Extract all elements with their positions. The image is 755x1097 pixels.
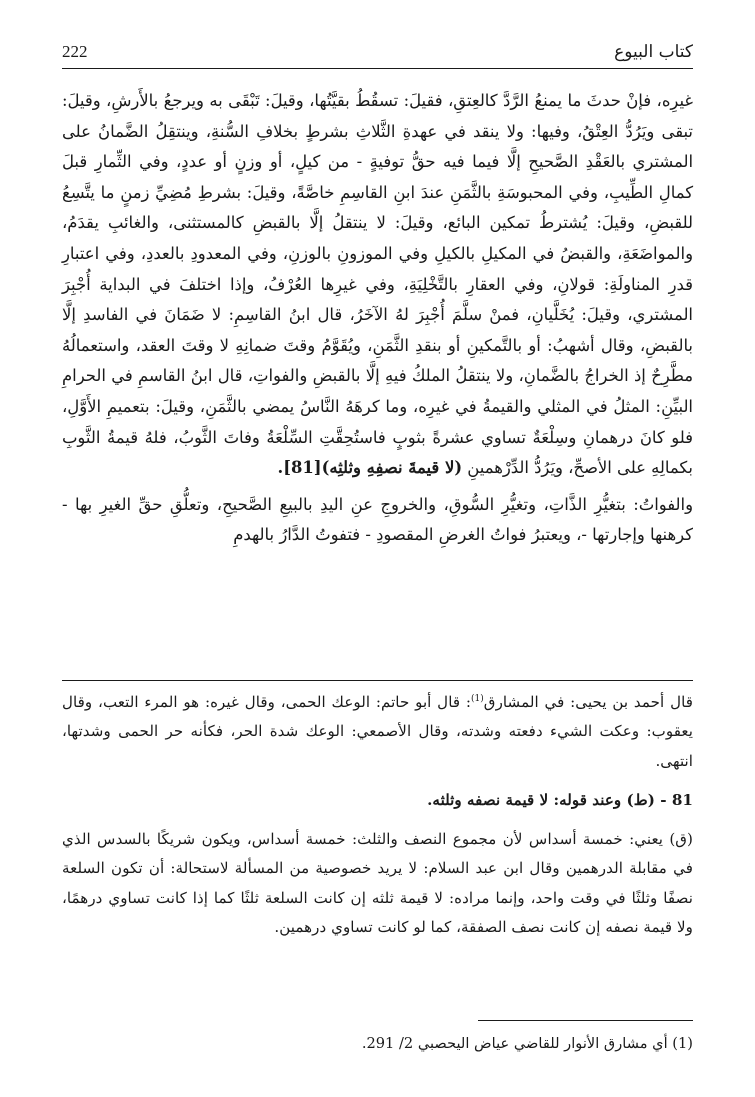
footnote-ref: (1): [471, 693, 484, 704]
main-paragraph-1-text: غيرِه، فإنْ حدثَ ما يمنعُ الرَّدَّ كالعِتقِ، فقيلَ: تسقُطُ بقيَّتُها، وقيلَ: تَبْقَى به ويرجعُ بالأَرشِ، وقيلَ: تبقى ويَرُدُّ العِتْقُ، وفيها: ولا ينقد في عهدةِ الثَّلاثِ بشرطٍ بخلافِ السُّنةِ، وينتقِلُ الضَّمانُ على المشتري بالعَقْدِ الصَّحيحِ إلَّا فيما فيه حقُّ توفيةٍ - من كيلٍ، أو وزنٍ أو عددٍ، وفي الثِّمارِ قبلَ كمالِ الطِّيبِ، وفي المحبوسَةِ بالثَّمَنِ عندَ ابنِ القاسِمِ خاصَّةً، وقيلَ: بشرطِ مُضِيِّ زمنٍ ما يتَّسِعُ للقبضِ، وقيلَ: يُشترطُ تمكين البائع، وقيلَ: لا ينتقلُ إلَّا بالقبضِ كالمستثنى، والغائبِ يقدَمُ، والمواضَعَةِ، والقبضُ في المكيلِ بالكيلِ وفي الموزونِ بالوزنِ، وفي المعدودِ بالعددِ، وفي اعتبارِ قدرِ المناولَةِ: قولانِ، وفي العقارِ بالتَّخْلِيَةِ، وفي غيرِها العُرْفُ، وإذا اختلفَ في البداية أُجْبِرَ المشتري، وقيلَ: يُخَلَّيانِ، فمنْ سلَّمَ أُجْبِرَ لهُ الآخَرُ، قال ابنُ القاسِمِ: لا ضَمَانَ في الفاسدِ إلَّا بالقبضِ، وقال أشهبُ: أو بالتَّمكينِ أو بنقدِ الثَّمَنِ، ويُقَوَّمُ وقتَ ضمانِهِ لا وقتَ العقد، واستعمالُهُ مطَّرِحٌ إذ الخراجُ بالضَّمانِ، ولا ينتقلُ الملكُ فيهِ إلَّا بالقبضِ والفواتِ، قال ابنُ القاسمِ في الحرامِ البيِّنِ: المثلُ في المثلي والقيمةُ في غيرِه، وما كرهَهُ النَّاسُ يمضي بالثَّمَنِ، وقيلَ: بتعميمِ الأَوَّلِ، فلو كانَ درهمانِ وسِلْعَةٌ تساوي عشرةً بثوبٍ فاستُحِقَّتِ السِّلْعَةُ وفاتَ الثَّوبُ، فلهُ قيمةُ الثَّوبِ بكمالِهِ على الأصحِّ، ويَرُدُّ الدِّرْهمينِ: [62, 91, 693, 478]
reference-marker: [81].: [277, 458, 322, 478]
commentary-separator: [62, 680, 693, 681]
commentary: [62, 688, 693, 952]
bold-insert: (لا قيمةَ نصفِهِ وثلثِه): [321, 458, 463, 478]
main-paragraph-2: والفواتُ: بتغيُّرِ الذَّاتِ، وتغيُّرِ السُّوقِ، والخروجِ عنِ اليدِ بالبيعِ الصَّحيحِ، وتعلُّقِ حقِّ الغيرِ بها - كرهنها وإجارتها -، ويعتبرُ فواتُ الغرضِ المقصودِ - فتفوتُ الدَّارُ بالهدمِ: [62, 494, 693, 545]
commentary-para1-start: قال أحمد بن يحيى: في المشارق: [483, 693, 693, 711]
footnote-rule: [478, 1020, 693, 1021]
commentary-para1-rest: : قال أبو حاتم: الوعك الحمى، وقال غيره: هو المرء التعب، وقال يعقوب: وعكت الشيء دفعته وشدته، وقال الأصمعي: الوعك شدة الحر، فكأنه حر الحمى وشدتها، انتهى.: [62, 693, 693, 770]
note-81-label: 81 - (ط) وعند قوله: لا قيمة نصفه وثلثه.: [427, 790, 693, 809]
running-title: كتاب البيوع: [614, 42, 693, 62]
header-rule: [62, 68, 693, 69]
commentary-paragraph-3: (ق) يعني: خمسة أسداس لأن مجموع النصف والثلث: خمسة أسداس، ويكون شريكًا بالسدس الذي في مقابلة الدرهمين وقال ابن عبد السلام: لا يريد خصوصية من المسألة لاستحالة: أن تكون السلعة نصفًا وثلثًا في وقت واحد، وإنما مراده: لا قيمة ثلثه إن كانت السلعة ثلثًا كما إذا كانت تساوي درهمًا، ولا قيمة نصفه إن كانت نصف الصفقة، كما لو كانت تساوي درهمين.: [62, 830, 693, 937]
footnote: (1) أي مشارق الأنوار للقاضي عياض اليحصبي 2/ 291.: [361, 1035, 693, 1052]
commentary-paragraph-1: [62, 688, 693, 776]
main-text: [62, 86, 693, 557]
main-paragraph-1: [62, 86, 693, 484]
page-number: 222: [62, 42, 88, 61]
